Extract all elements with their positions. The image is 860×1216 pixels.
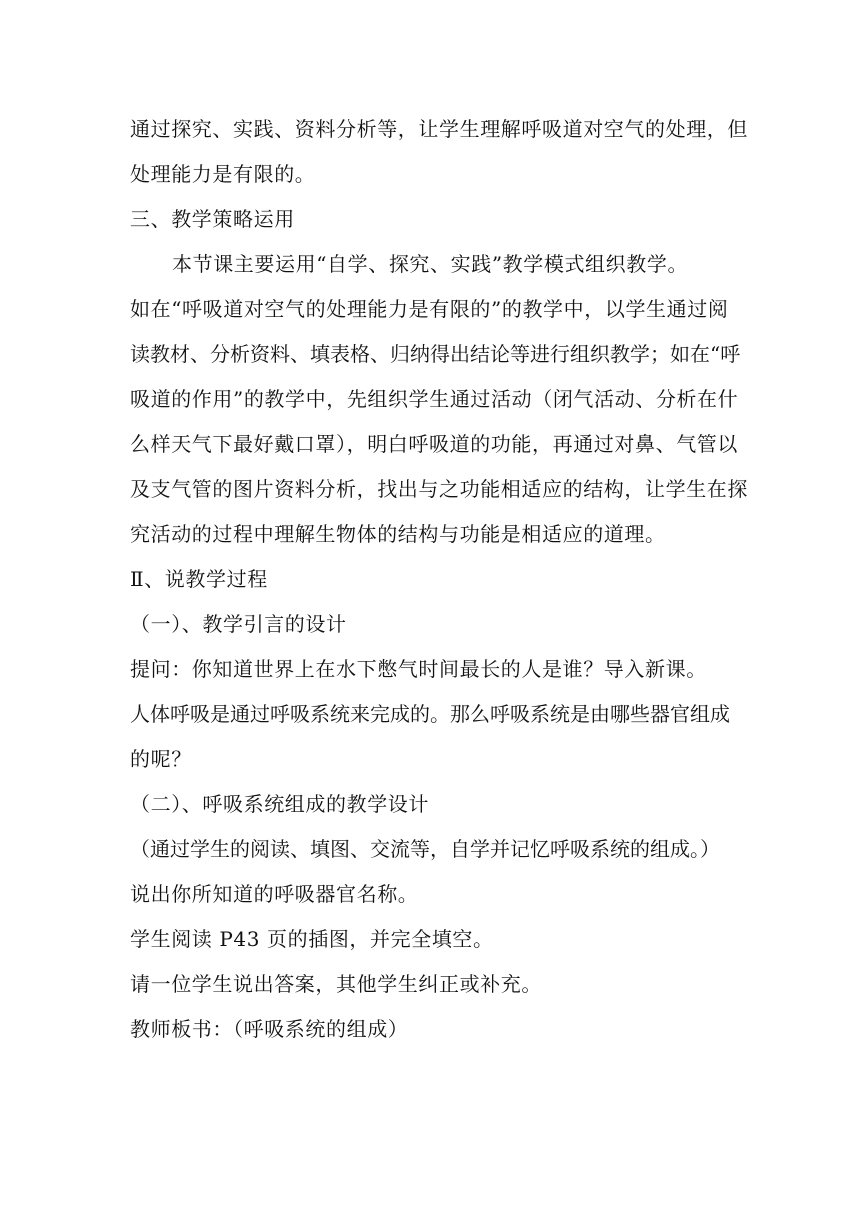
paragraph-line: 本节课主要运用“自学、探究、实践”教学模式组织教学。 bbox=[172, 252, 689, 276]
section-heading: Ⅱ、说教学过程 bbox=[130, 567, 268, 591]
paragraph-line: 请一位学生说出答案，其他学生纠正或补充。 bbox=[130, 972, 542, 996]
paragraph-line: 提问：你知道世界上在水下憋气时间最长的人是谁？导入新课。 bbox=[130, 657, 707, 681]
paragraph-line: 的呢？ bbox=[130, 747, 192, 771]
paragraph-line: 么样天气下最好戴口罩），明白呼吸道的功能，再通过对鼻、气管以 bbox=[130, 432, 738, 456]
paragraph-line: 处理能力是有限的。 bbox=[130, 162, 316, 186]
paragraph-line: 人体呼吸是通过呼吸系统来完成的。那么呼吸系统是由哪些器官组成 bbox=[130, 702, 730, 726]
paragraph-line: 读教材、分析资料、填表格、归纳得出结论等进行组织教学；如在“呼 bbox=[130, 342, 741, 366]
paragraph-line: 说出你所知道的呼吸器官名称。 bbox=[130, 882, 419, 906]
paragraph-line: 及支气管的图片资料分析，找出与之功能相适应的结构，让学生在探 bbox=[130, 477, 748, 501]
paragraph-line: 教师板书：（呼吸系统的组成） bbox=[130, 1017, 409, 1041]
paragraph-line: （通过学生的阅读、填图、交流等，自学并记忆呼吸系统的组成。） bbox=[130, 837, 720, 861]
paragraph-line: 学生阅读 P43 页的插图，并完全填空。 bbox=[130, 927, 494, 951]
subsection-heading: （一）、教学引言的设计 bbox=[130, 612, 347, 636]
subsection-heading: （二）、呼吸系统组成的教学设计 bbox=[130, 792, 429, 816]
paragraph-line: 如在“呼吸道对空气的处理能力是有限的”的教学中，以学生通过阅 bbox=[130, 297, 729, 321]
section-heading: 三、教学策略运用 bbox=[130, 207, 295, 231]
paragraph-line: 究活动的过程中理解生物体的结构与功能是相适应的道理。 bbox=[130, 522, 666, 546]
paragraph-line: 通过探究、实践、资料分析等，让学生理解呼吸道对空气的处理，但 bbox=[130, 117, 748, 141]
paragraph-line: 吸道的作用”的教学中，先组织学生通过活动（闭气活动、分析在什 bbox=[130, 387, 739, 411]
